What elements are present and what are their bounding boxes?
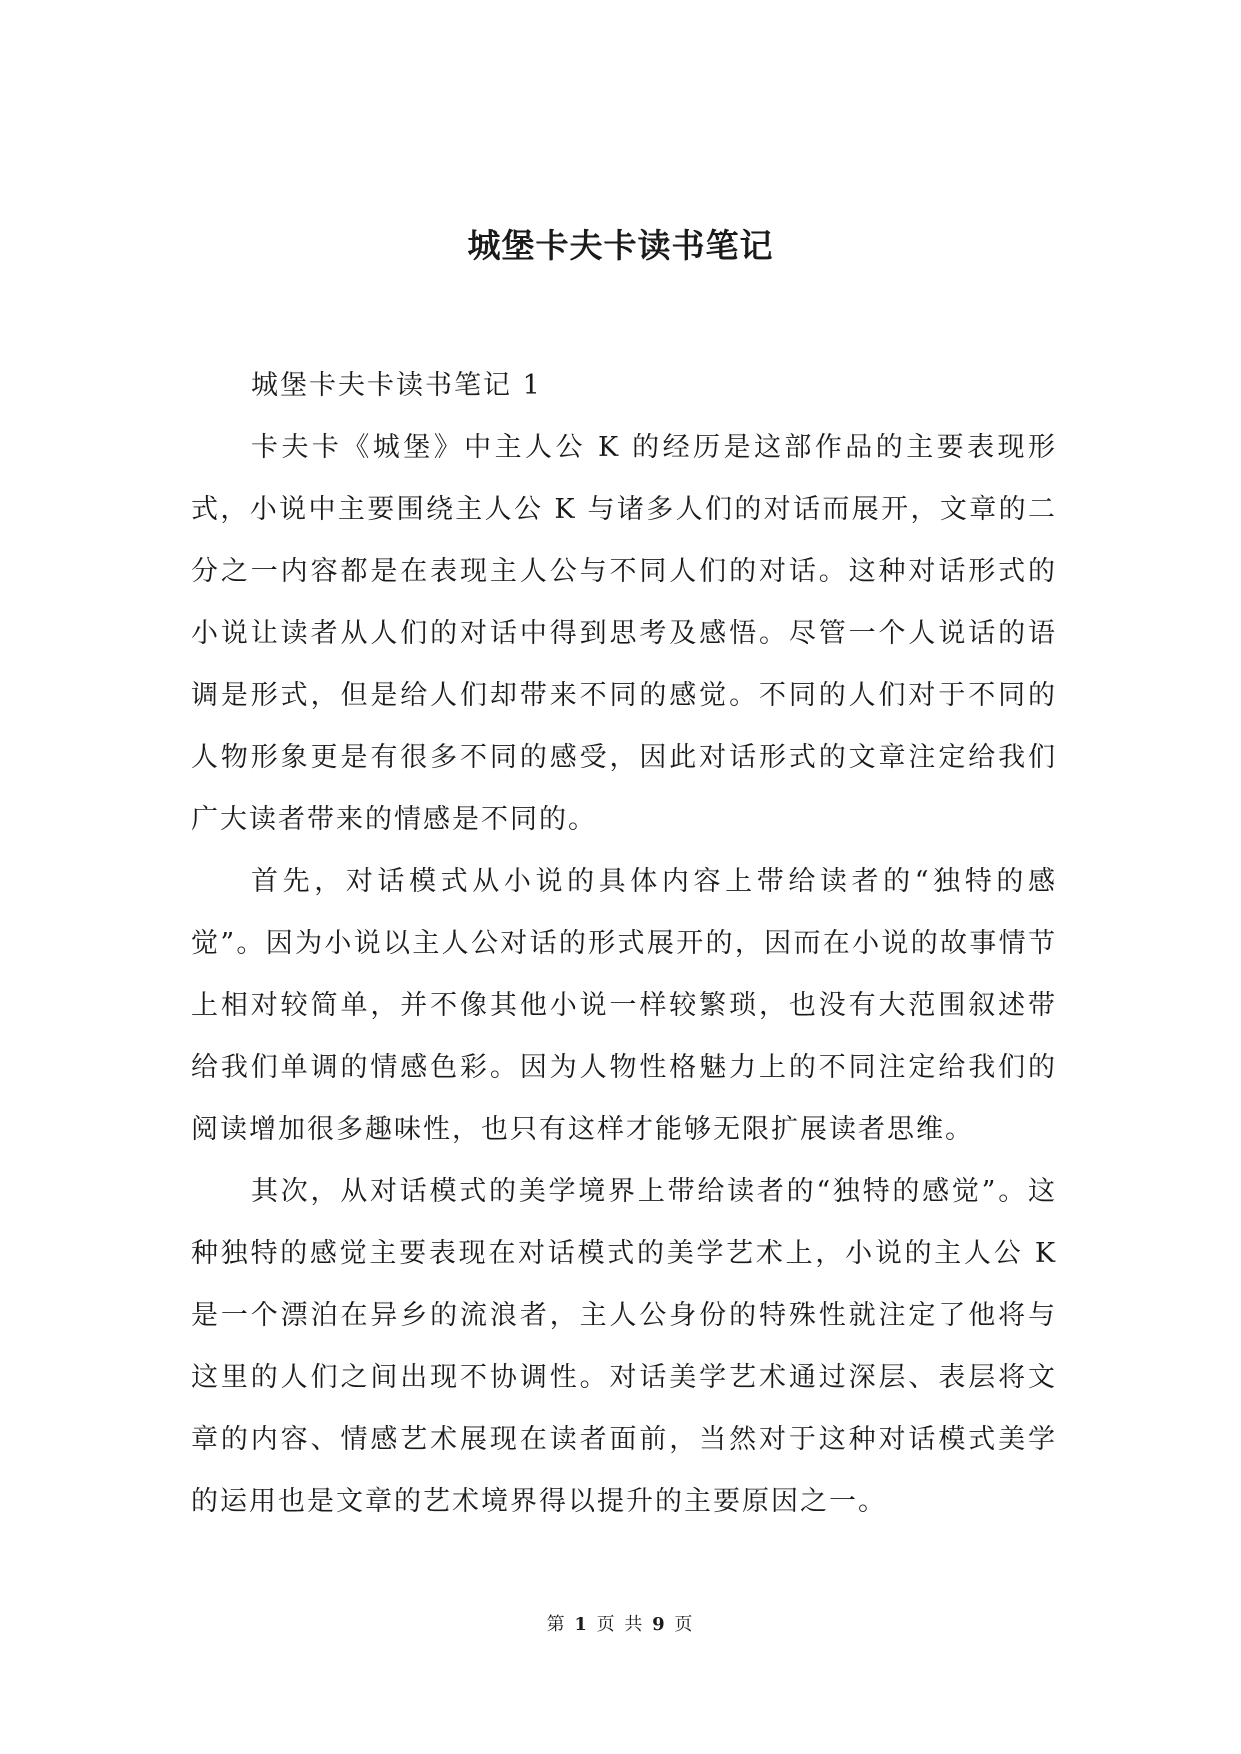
footer-suffix: 页 xyxy=(674,1614,695,1635)
body-paragraph: 卡夫卡《城堡》中主人公 K 的经历是这部作品的主要表现形式，小说中主要围绕主人公 K 与诸多人们的对话而展开，文章的二分之一内容都是在表现主人公与不同人们的对话。这种对话形式的小说让读者从人们的对话中得到思考及感悟。尽管一个人说话的语调是形式，但是给人们却带来不同的感觉。不同的人们对于不同的人物形象更是有很多不同的感受，因此对话形式的文章注定给我们广大读者带来的情感是不同的。 xyxy=(191,432,1057,835)
page-footer xyxy=(0,1610,1241,1636)
total-page-count: 9 xyxy=(652,1614,667,1635)
document-body xyxy=(191,355,1057,1533)
body-paragraph: 首先，对话模式从小说的具体内容上带给读者的“独特的感觉”。因为小说以主人公对话的形式展开的，因而在小说的故事情节上相对较简单，并不像其他小说一样较繁琐，也没有大范围叙述带给我们单调的情感色彩。因为人物性格魅力上的不同注定给我们的阅读增加很多趣味性，也只有这样才能够无限扩展读者思维。 xyxy=(191,866,1057,1145)
section-heading: 城堡卡夫卡读书笔记 1 xyxy=(251,370,542,401)
current-page-number: 1 xyxy=(574,1614,589,1635)
footer-middle: 页 共 xyxy=(596,1614,645,1635)
body-paragraph: 其次，从对话模式的美学境界上带给读者的“独特的感觉”。这种独特的感觉主要表现在对话模式的美学艺术上，小说的主人公 K 是一个漂泊在异乡的流浪者，主人公身份的特殊性就注定了他将与这里的人们之间出现不协调性。对话美学艺术通过深层、表层将文章的内容、情感艺术展现在读者面前，当然对于这种对话模式美学的运用也是文章的艺术境界得以提升的主要原因之一。 xyxy=(191,1176,1057,1517)
footer-prefix: 第 xyxy=(546,1614,567,1635)
document-title: 城堡卡夫卡读书笔记 xyxy=(467,226,774,265)
